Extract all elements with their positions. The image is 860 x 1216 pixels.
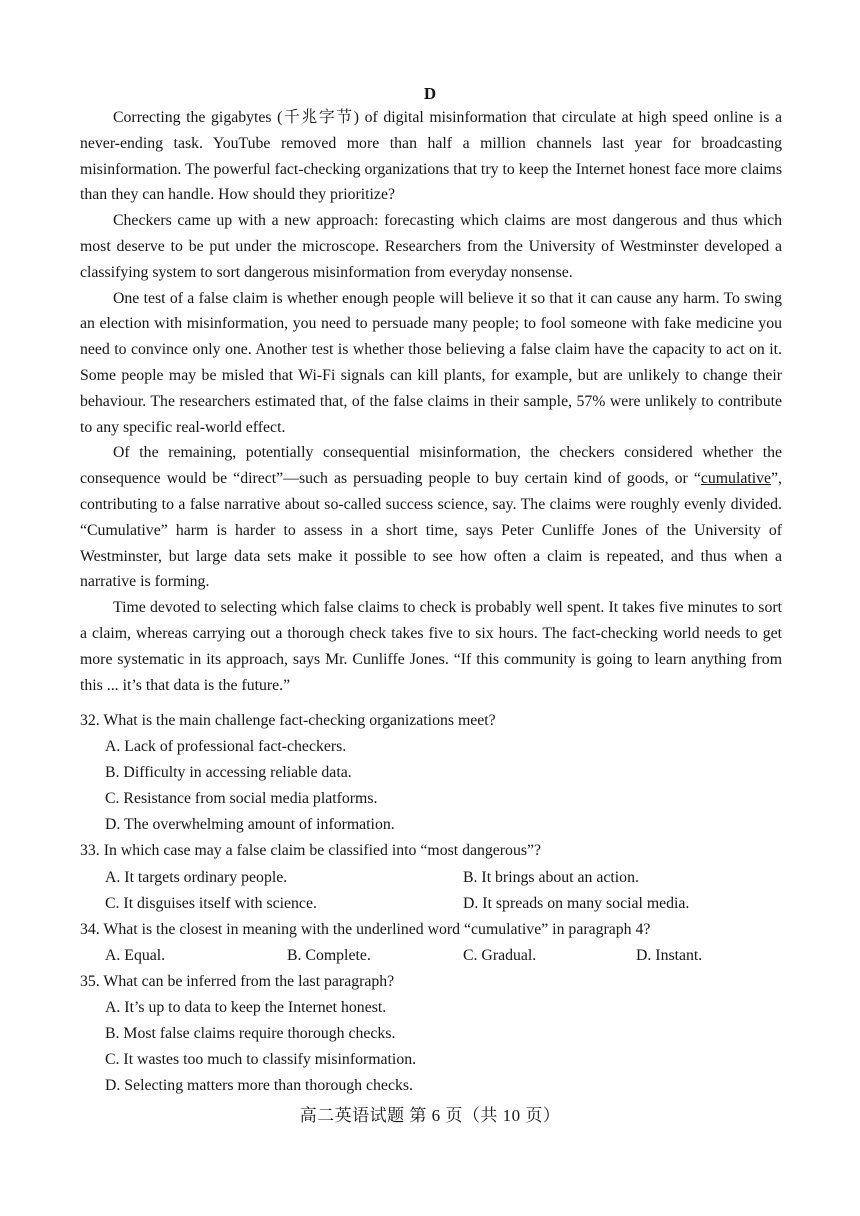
option-b[interactable]: B. Difficulty in accessing reliable data. (105, 764, 352, 782)
option-d[interactable]: D. It spreads on many social media. (463, 894, 690, 912)
option-c[interactable]: C. It disguises itself with science. (105, 894, 317, 912)
question-33 (80, 838, 782, 916)
question-35 (80, 969, 782, 1099)
paragraph-4 (80, 440, 782, 595)
paragraph-5: Time devoted to selecting which false claims to check is probably well spent. It takes five minutes to sort a claim, whereas carrying out a thorough check takes five to six hours. The fact-checking world needs to get more systematic in its approach, says Mr. Cunliffe Jones. “If this community is going to learn anything from this ... it’s that data is the future.” (80, 599, 782, 694)
question-list (80, 708, 782, 1099)
question-stem: 33. In which case may a false claim be classified into “most dangerous”? (80, 842, 542, 860)
paragraph-1: Correcting the gigabytes (千兆字节) of digital misinformation that circulate at high speed online is a never-ending task. YouTube removed more than half a million channels last year for broadcasting misinformation. The powerful fact-checking organizations that try to keep the Internet honest face more claims than they can handle. How should they prioritize? (80, 109, 782, 204)
reading-passage (80, 105, 782, 698)
option-d[interactable]: D. The overwhelming amount of information. (105, 816, 395, 834)
option-c[interactable]: C. Resistance from social media platforms. (105, 790, 378, 808)
question-stem: 34. What is the closest in meaning with the underlined word “cumulative” in paragraph 4? (80, 920, 651, 938)
option-b[interactable]: B. It brings about an action. (463, 868, 639, 886)
option-a[interactable]: A. It’s up to data to keep the Internet honest. (105, 999, 387, 1017)
option-c[interactable]: C. Gradual. (463, 946, 537, 964)
page-footer: 高二英语试题 第 6 页（共 10 页） (299, 1106, 561, 1125)
option-a[interactable]: A. It targets ordinary people. (105, 868, 288, 886)
option-d[interactable]: D. Instant. (636, 946, 703, 964)
question-stem: 35. What can be inferred from the last paragraph? (80, 972, 395, 990)
option-a[interactable]: A. Equal. (105, 946, 166, 964)
option-b[interactable]: B. Complete. (287, 946, 371, 964)
section-title: D (423, 84, 437, 103)
option-d[interactable]: D. Selecting matters more than thorough checks. (105, 1077, 413, 1095)
paragraph-3: One test of a false claim is whether enough people will believe it so that it can cause any harm. To swing an election with misinformation, you need to persuade many people; to fool someone with fake medicine you need to convince only one. Another test is whether those believing a false claim have the capacity to act on it. Some people may be misled that Wi-Fi signals can kill plants, for example, but are unlikely to change their behaviour. The researchers estimated that, of the false claims in their sample, 57% were unlikely to contribute to any specific real-world effect. (80, 289, 782, 436)
option-a[interactable]: A. Lack of professional fact-checkers. (105, 738, 347, 756)
option-b[interactable]: B. Most false claims require thorough checks. (105, 1025, 396, 1043)
options-row (80, 943, 782, 969)
options-grid (80, 865, 782, 917)
option-c[interactable]: C. It wastes too much to classify misinformation. (105, 1051, 417, 1069)
paragraph-2: Checkers came up with a new approach: forecasting which claims are most dangerous and thus which most deserve to be put under the microscope. Researchers from the University of Westminster developed a classifying system to sort dangerous misinformation from everyday nonsense. (80, 212, 782, 281)
paragraph-4-text-before: Of the remaining, potentially consequential misinformation, the checkers considered whether the consequence would be “direct”—such as persuading people to buy certain kind of goods, or “ (80, 444, 782, 488)
question-32 (80, 708, 782, 838)
question-stem: 32. What is the main challenge fact-checking organizations meet? (80, 712, 496, 729)
question-34 (80, 917, 782, 969)
paragraph-4-text-after: ”, contributing to a false narrative about so-called success science, say. The claims were roughly evenly divided. “Cumulative” harm is harder to assess in a short time, says Peter Cunliffe Jones of the University of Westminster, but large data sets make it possible to see how often a claim is repeated, and thus when a narrative is forming. (80, 470, 782, 591)
underlined-word: cumulative (700, 470, 772, 488)
